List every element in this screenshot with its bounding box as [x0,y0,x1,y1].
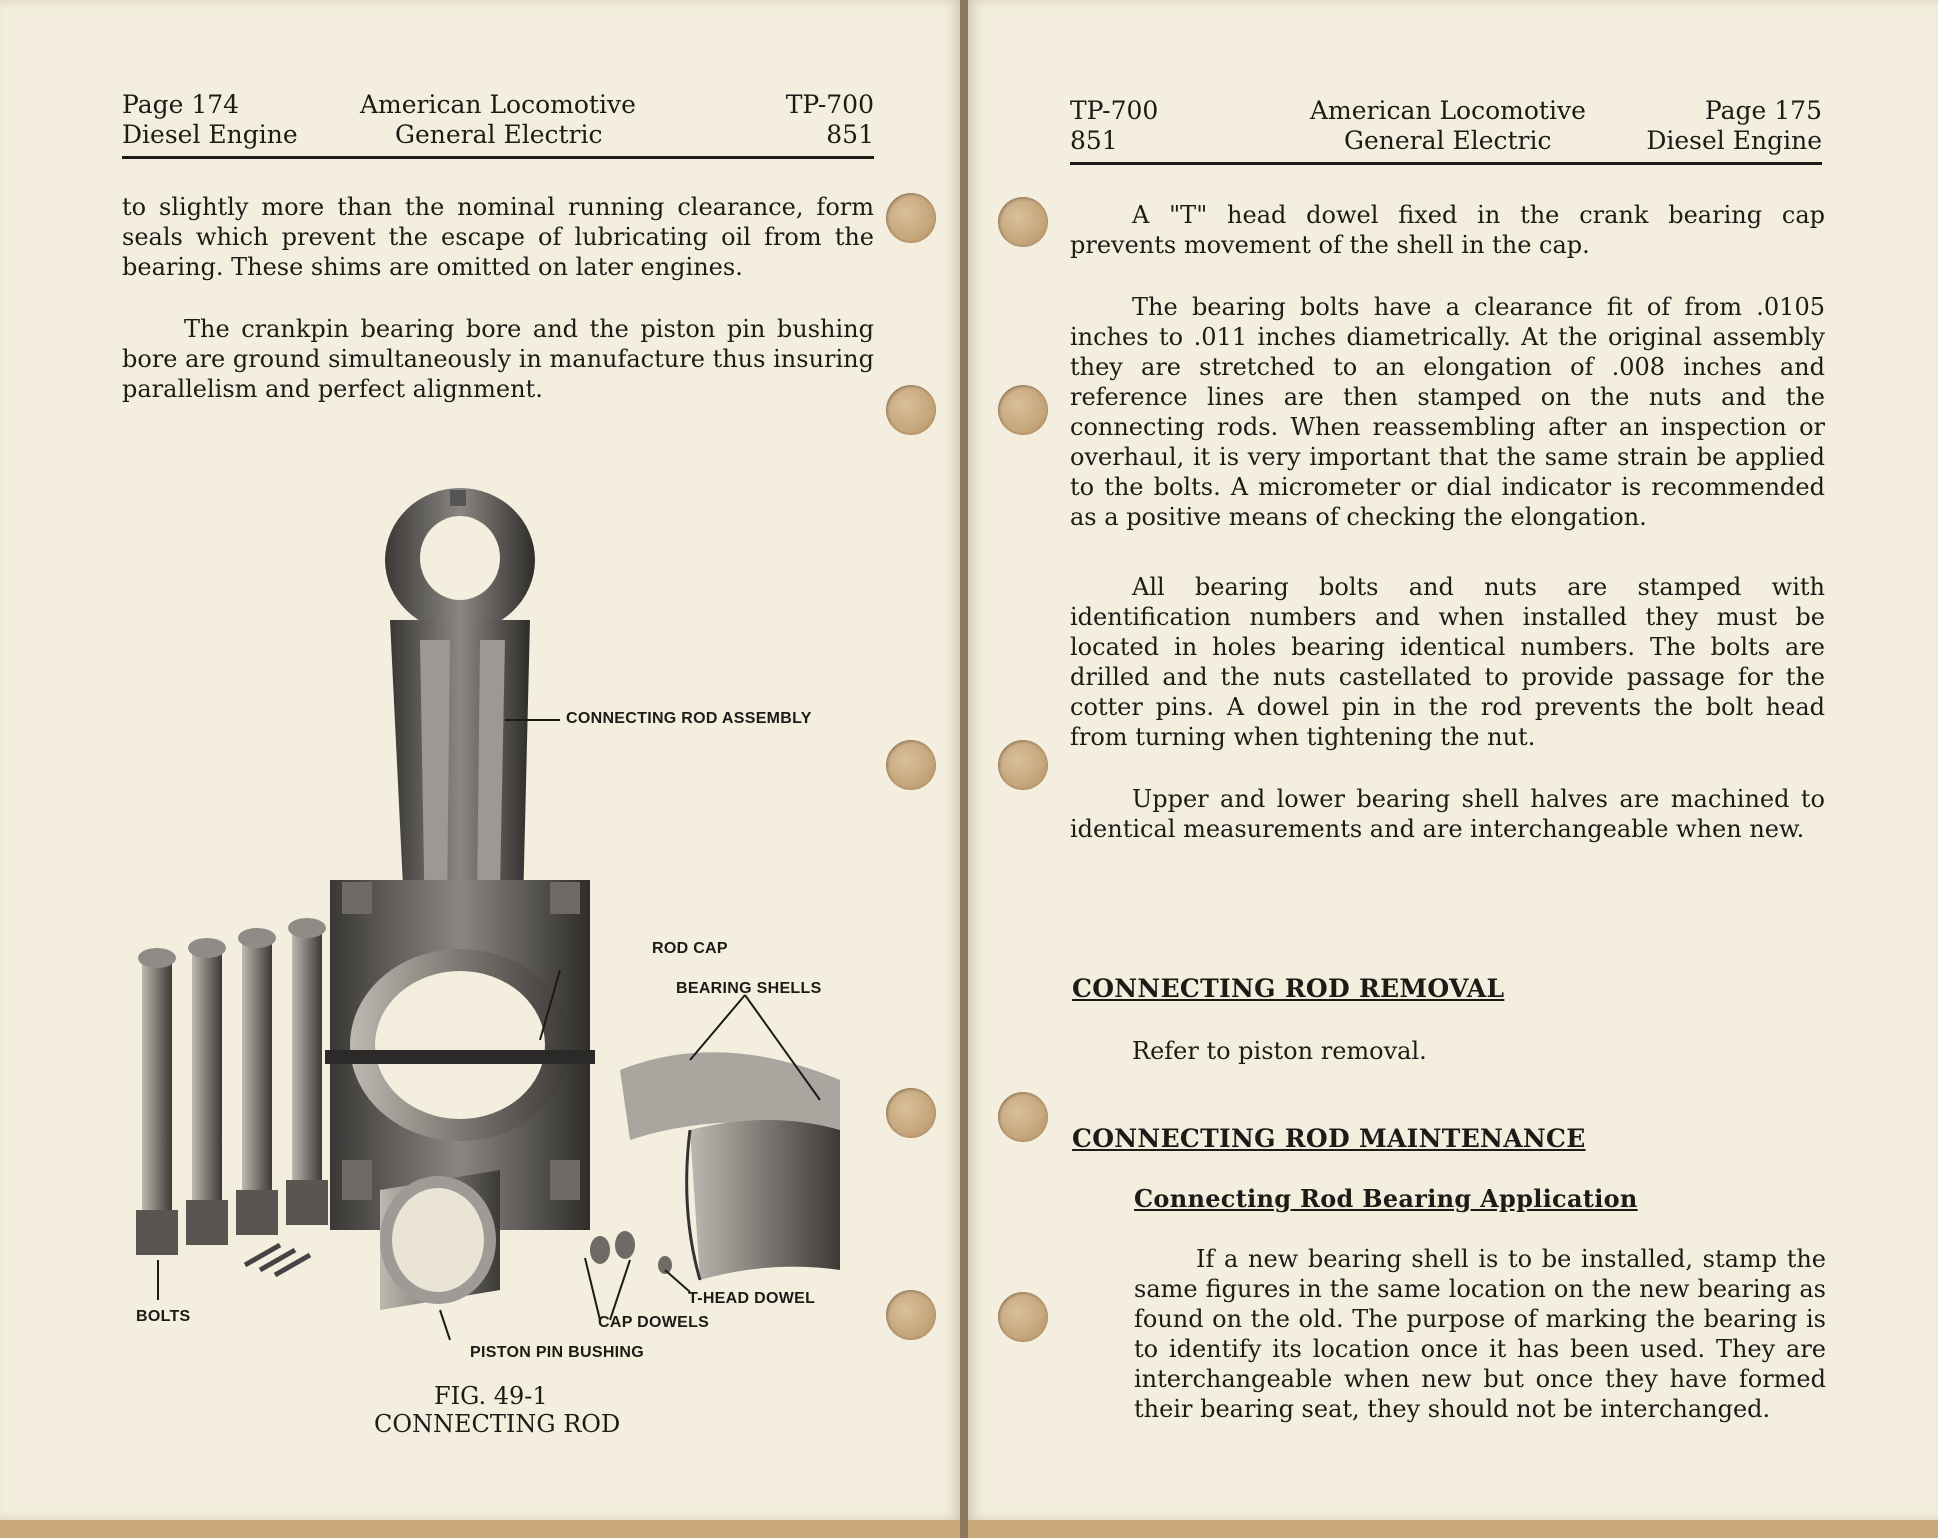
binder-hole [998,1292,1048,1342]
paragraph: If a new bearing shell is to be installed, stamp the same figures in the same location on the new bearing as found on the old. The purpose of marking the bearing is to identify its location once it has been used. They are interchangeable when new but once they have formed their bearing seat, they should not be interchanged. [1134,1245,1826,1423]
binder-hole [886,385,936,435]
header-subtitle: General Electric [395,120,603,149]
paragraph: A "T" head dowel fixed in the crank bearing cap prevents movement of the shell in the cap. [1070,201,1825,259]
bolts [136,918,328,1255]
label-piston-pin-bushing: PISTON PIN BUSHING [470,1344,645,1361]
cap-dowels [590,1231,672,1274]
paragraph: Refer to piston removal. [1132,1037,1427,1065]
header-subtitle-left: Diesel Engine [122,120,298,149]
doc-number: 851 [1070,126,1118,155]
paragraph: Upper and lower bearing shell halves are machined to identical measurements and are interchangeable when new. [1070,785,1825,843]
connecting-rod [325,488,595,1230]
removal-text [1132,1036,1732,1098]
binder-hole [886,193,936,243]
figure-title: CONNECTING ROD [374,1410,621,1438]
header-title: American Locomotive [360,90,636,119]
binder-hole [998,1092,1048,1142]
doc-code: TP-700 [1070,96,1159,125]
book-gutter [960,0,968,1538]
binder-hole [886,1290,936,1340]
left-page-header [122,90,874,159]
label-bolts: BOLTS [136,1308,191,1325]
header-title: American Locomotive [1310,96,1586,125]
header-subtitle: General Electric [1344,126,1552,155]
doc-code: TP-700 [785,90,874,119]
section-heading-removal: CONNECTING ROD REMOVAL [1072,974,1505,1003]
maintenance-text [1134,1244,1826,1456]
subsection-heading: Connecting Rod Bearing Application [1134,1184,1638,1213]
section-heading-maintenance: CONNECTING ROD MAINTENANCE [1072,1124,1586,1153]
figure-number: FIG. 49-1 [434,1382,548,1410]
piston-pin-bushing [380,1170,500,1310]
left-page [0,0,960,1520]
cotter-pins [245,1245,310,1275]
connecting-rod-illustration [120,470,840,1370]
page-number: Page 174 [122,90,240,119]
paragraph: The crankpin bearing bore and the piston pin bushing bore are ground simultaneously in manufacture thus insuring parallelism and perfect alignment. [122,315,874,403]
binder-hole [886,740,936,790]
binder-hole [998,385,1048,435]
left-body-text [122,192,874,436]
header-subtitle-right: Diesel Engine [1646,126,1822,155]
right-body-text [1070,200,1825,876]
right-page [968,0,1938,1520]
label-rod-cap: ROD CAP [652,940,728,957]
page-number: Page 175 [1704,96,1822,125]
paragraph: The bearing bolts have a clearance fit of from .0105 inches to .011 inches diametrically. At the original assembly they are stretched to an elongation of .008 inches and reference lines are then stamped on the nuts and the connecting rods. When reassembling after an inspection or overhaul, it is very important that the same strain be applied to the bolts. A micrometer or dial indicator is recommended as a positive means of checking the elongation. [1070,293,1825,531]
label-connecting-rod-assembly: CONNECTING ROD ASSEMBLY [566,710,812,727]
right-page-header [1070,96,1822,165]
binder-hole [998,197,1048,247]
paragraph: to slightly more than the nominal running clearance, form seals which prevent the escape of lubricating oil from the bearing. These shims are omitted on later engines. [122,193,874,281]
paragraph: All bearing bolts and nuts are stamped with identification numbers and when installed they must be located in holes bearing identical numbers. The bolts are drilled and the nuts castellated to provide passage for the cotter pins. A dowel pin in the rod prevents the bolt head from turning when tightening the nut. [1070,573,1825,751]
label-cap-dowels: CAP DOWELS [598,1314,710,1331]
label-t-head-dowel: T-HEAD DOWEL [688,1290,816,1307]
label-bearing-shells: BEARING SHELLS [676,980,822,997]
binder-hole [886,1088,936,1138]
bearing-shells [620,1052,840,1280]
doc-number: 851 [826,120,874,149]
binder-hole [998,740,1048,790]
